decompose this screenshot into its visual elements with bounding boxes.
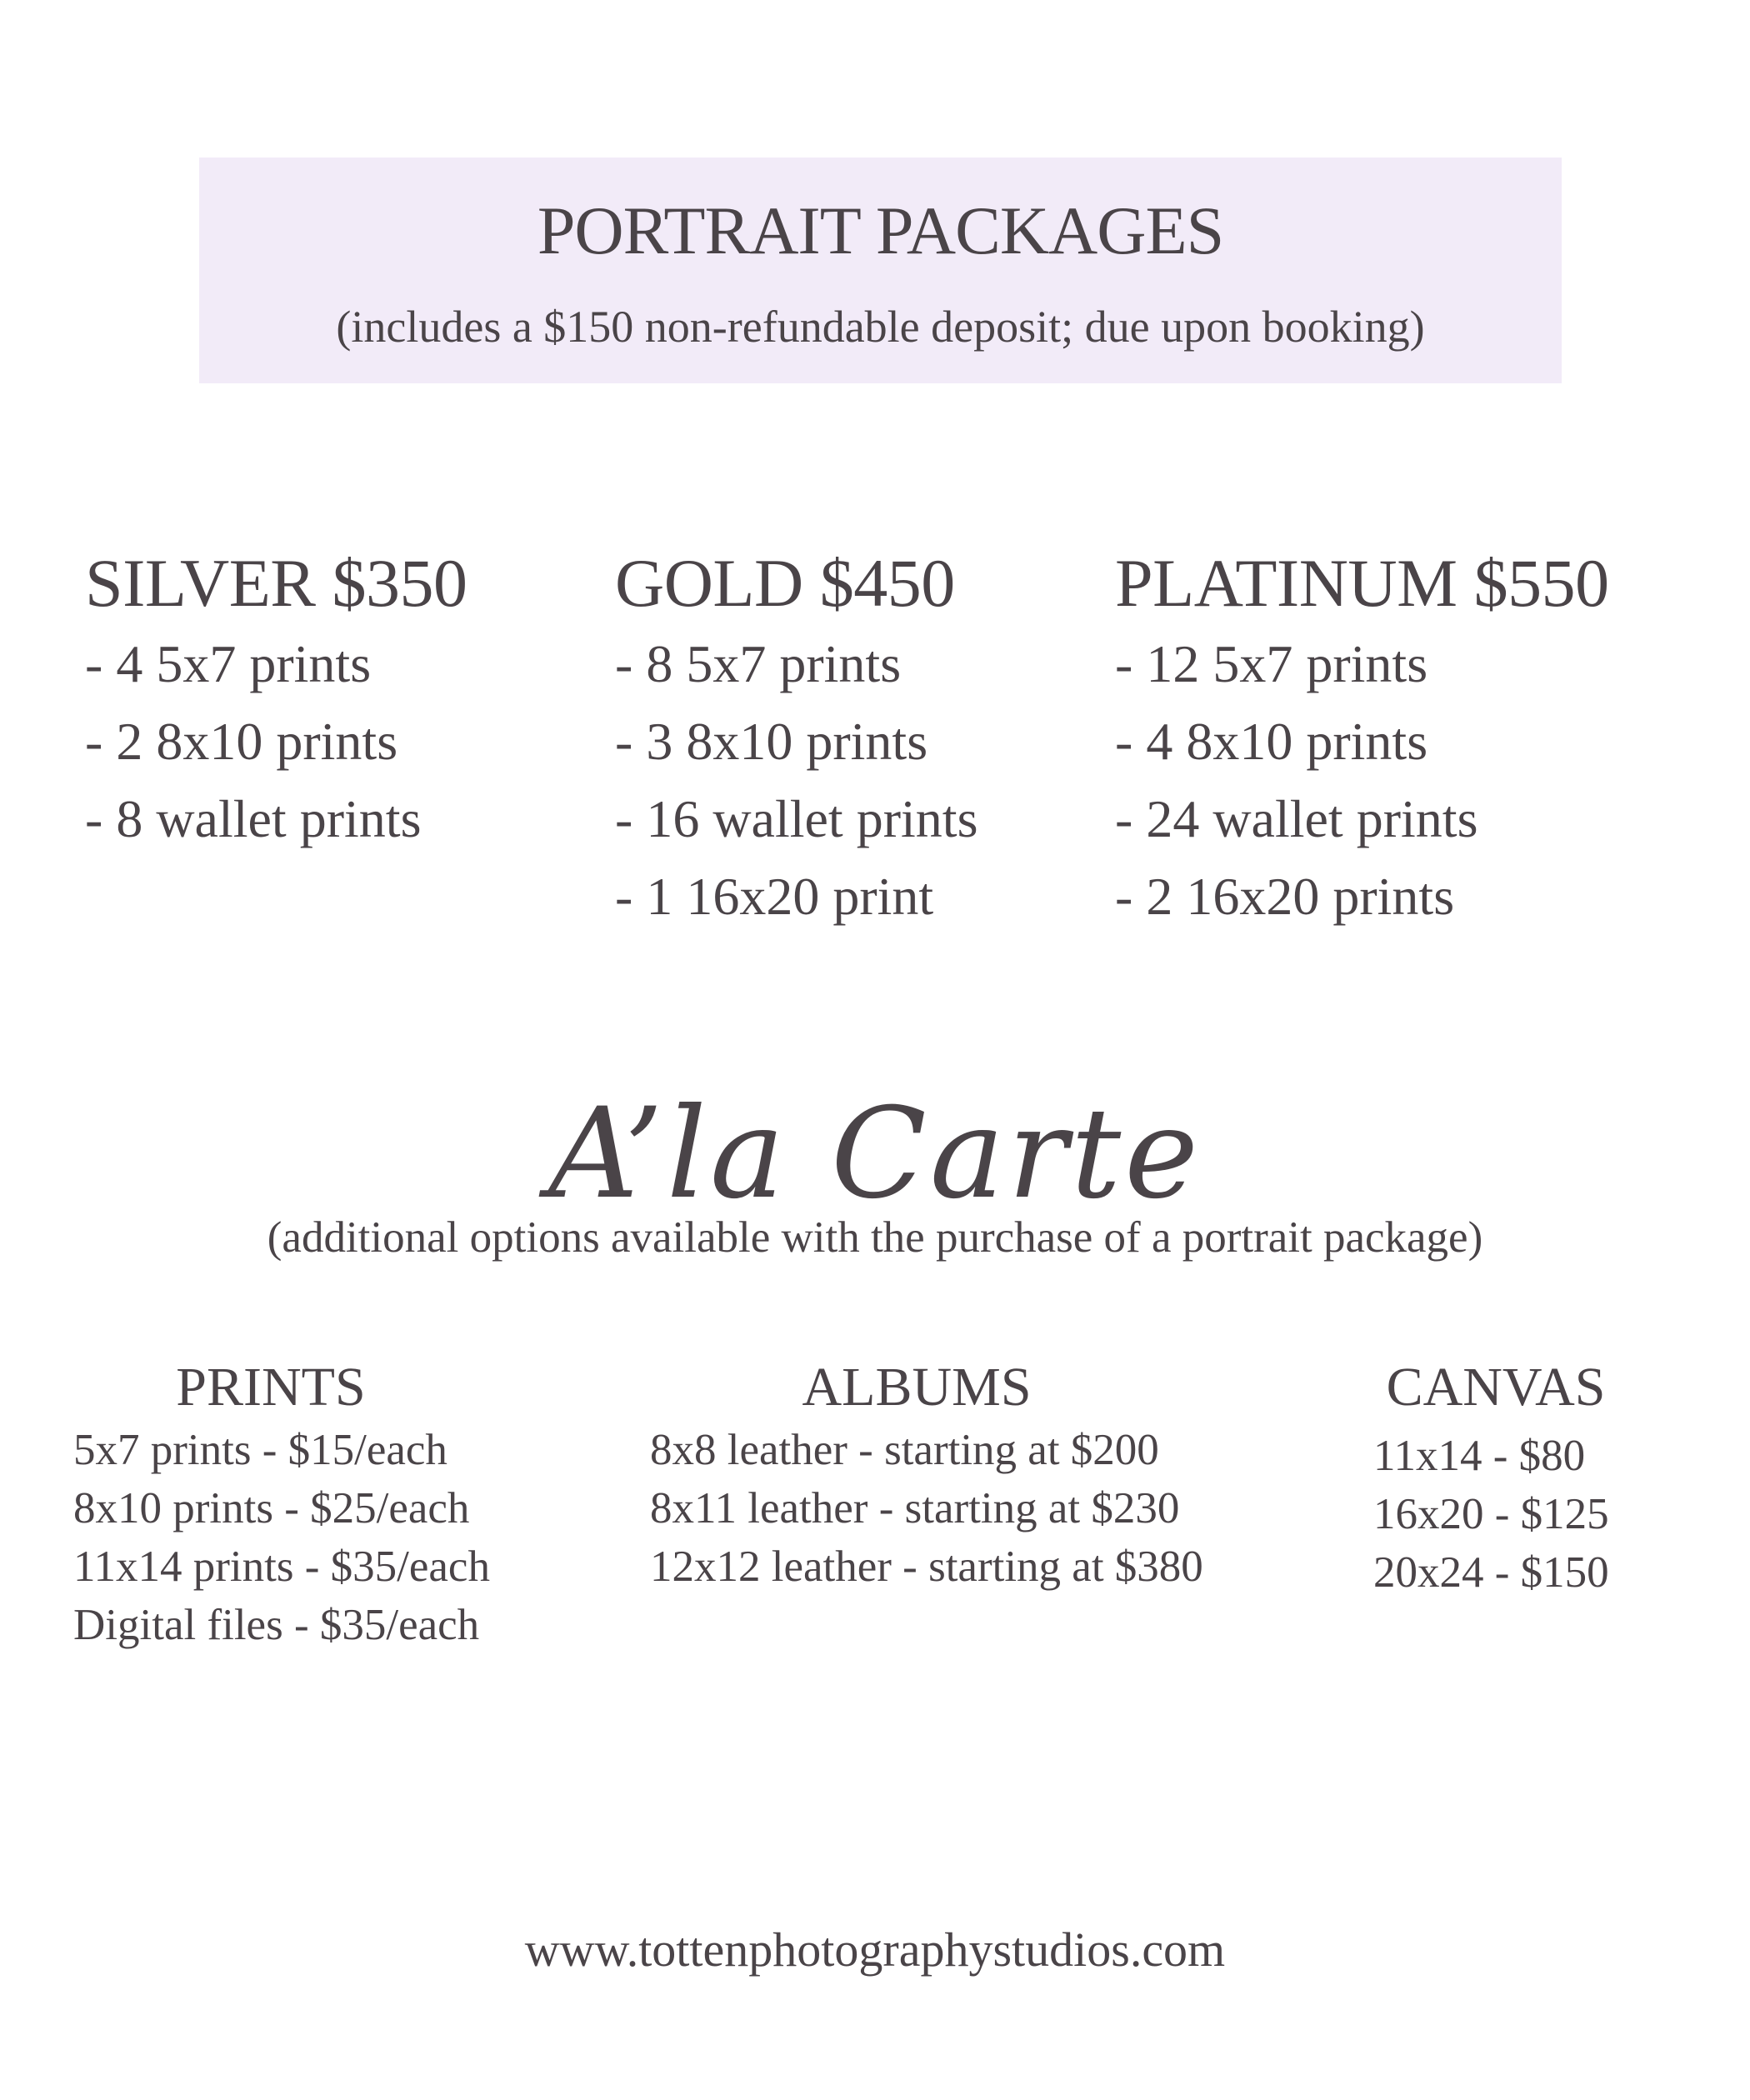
website-url: www.tottenphotographystudios.com: [524, 1922, 1226, 1977]
package-item: - 2 16x20 prints: [1115, 867, 1455, 926]
package-silver: [85, 542, 467, 858]
deposit-note: (includes a $150 non-refundable deposit; due upon booking): [336, 302, 1425, 352]
package-title: GOLD $450: [615, 545, 955, 621]
package-item: - 2 8x10 prints: [85, 712, 398, 771]
package-item: - 1 16x20 print: [615, 867, 934, 926]
package-gold: [615, 542, 978, 935]
price-item: 11x14 - $80: [1373, 1432, 1586, 1480]
price-item: 8x11 leather - starting at $230: [650, 1484, 1180, 1532]
prints-heading: PRINTS: [176, 1357, 366, 1418]
package-item: - 8 5x7 prints: [615, 634, 902, 693]
package-item: - 16 wallet prints: [615, 789, 978, 848]
prints-list: [73, 1421, 490, 1654]
package-title: SILVER $350: [85, 545, 468, 621]
package-platinum: [1115, 542, 1609, 935]
price-item: 5x7 prints - $15/each: [73, 1426, 448, 1474]
price-item: 16x20 - $125: [1373, 1490, 1609, 1538]
package-item: - 8 wallet prints: [85, 789, 422, 848]
page-title: PORTRAIT PACKAGES: [537, 192, 1224, 268]
package-title: PLATINUM $550: [1115, 545, 1609, 621]
price-item: 20x24 - $150: [1373, 1548, 1609, 1597]
albums-list: [650, 1421, 1203, 1596]
albums-heading: ALBUMS: [802, 1357, 1032, 1418]
package-items: [615, 625, 978, 935]
package-items: [1115, 625, 1609, 935]
package-item: - 4 8x10 prints: [1115, 712, 1428, 771]
package-item: - 24 wallet prints: [1115, 789, 1478, 848]
price-item: 8x10 prints - $25/each: [73, 1484, 470, 1532]
package-item: - 12 5x7 prints: [1115, 634, 1428, 693]
package-item: - 4 5x7 prints: [85, 634, 372, 693]
price-item: 12x12 leather - starting at $380: [650, 1542, 1203, 1591]
package-item: - 3 8x10 prints: [615, 712, 928, 771]
price-item: Digital files - $35/each: [73, 1601, 480, 1649]
header-banner: [199, 158, 1562, 383]
alacarte-title: A’la Carte: [548, 1082, 1202, 1227]
canvas-heading: CANVAS: [1386, 1357, 1606, 1418]
canvas-list: [1373, 1427, 1609, 1602]
package-items: [85, 625, 467, 858]
alacarte-subtitle: (additional options available with the purchase of a portrait package): [267, 1213, 1483, 1262]
price-item: 11x14 prints - $35/each: [73, 1542, 490, 1591]
price-item: 8x8 leather - starting at $200: [650, 1426, 1159, 1474]
